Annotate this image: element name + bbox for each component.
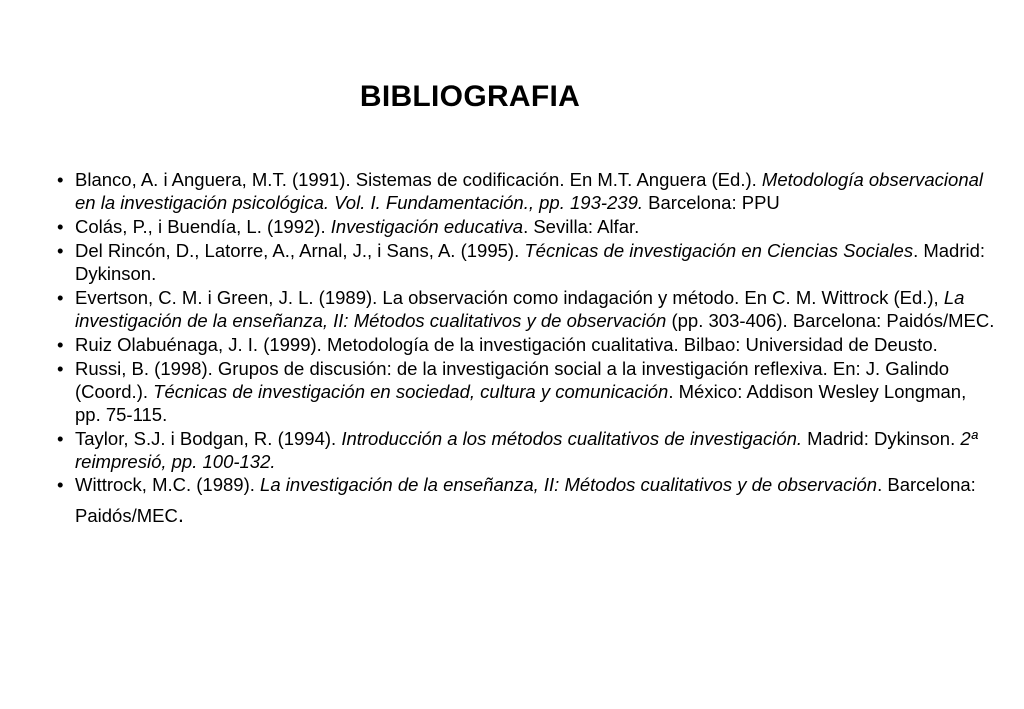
reference-publisher: Madrid: Dykinson. [802,428,961,449]
reference-list [55,168,995,532]
reference-publisher: Barcelona: PPU [643,192,780,213]
reference-end-mark: . [177,502,184,527]
reference-title: La investigación de la enseñanza, II: Métodos cualitativos y de observación [75,287,965,331]
reference-text: Russi, B. (1998). Grupos de discusión: de la investigación social a la investigación reflexiva. En: J. Galindo (Coord.). [75,358,950,402]
reference-text: Blanco, A. i Anguera, M.T. (1991). Sistemas de codificación. En M.T. Anguera (Ed.). [75,169,762,190]
page-title [0,80,940,114]
reference-item [55,333,995,356]
reference-item [55,470,995,531]
reference-text: Taylor, S.J. i Bodgan, R. (1994). [75,428,342,449]
reference-text: Colás, P., i Buendía, L. (1992). [75,216,331,237]
reference-title: Investigación educativa [330,216,524,237]
reference-item [55,215,995,238]
reference-title: Metodología observacional en la investigación psicológica. Vol. I. Fundamentación., pp. 193-239. [75,169,984,213]
reference-item [55,427,995,473]
reference-item [55,286,995,332]
reference-title: Introducción a los métodos cualitativos de investigación. [341,428,803,449]
page-title-text: BIBLIOGRAFIA [359,80,581,113]
reference-text: Ruiz Olabuénaga, J. I. (1999). Metodología de la investigación cualitativa. Bilbao: Universidad de Deusto. [75,334,938,355]
reference-publisher: . México: Addison Wesley Longman, pp. 75-115. [75,381,967,425]
reference-publisher: . Sevilla: Alfar. [523,216,640,237]
reference-title: Técnicas de investigación en sociedad, cultura y comunicación [153,381,669,402]
reference-publisher: (pp. 303-406). Barcelona: Paidós/MEC. [666,310,995,331]
reference-item [55,168,995,214]
reference-text: Wittrock, M.C. (1989). [75,474,261,495]
reference-item [55,239,995,285]
reference-publisher: . Barcelona: Paidós/MEC [75,474,976,526]
reference-publisher: . Madrid: Dykinson. [75,240,986,284]
reference-text: Del Rincón, D., Latorre, A., Arnal, J., i Sans, A. (1995). [75,240,525,261]
reference-edition: 2ª reimpresió, pp. 100-132. [75,428,978,472]
reference-title: La investigación de la enseñanza, II: Métodos cualitativos y de observación [260,474,878,495]
reference-item [55,357,995,426]
reference-title: Técnicas de investigación en Ciencias Sociales [524,240,914,261]
reference-text: Evertson, C. M. i Green, J. L. (1989). La observación como indagación y método. En C. M. Wittrock (Ed.), [75,287,944,308]
